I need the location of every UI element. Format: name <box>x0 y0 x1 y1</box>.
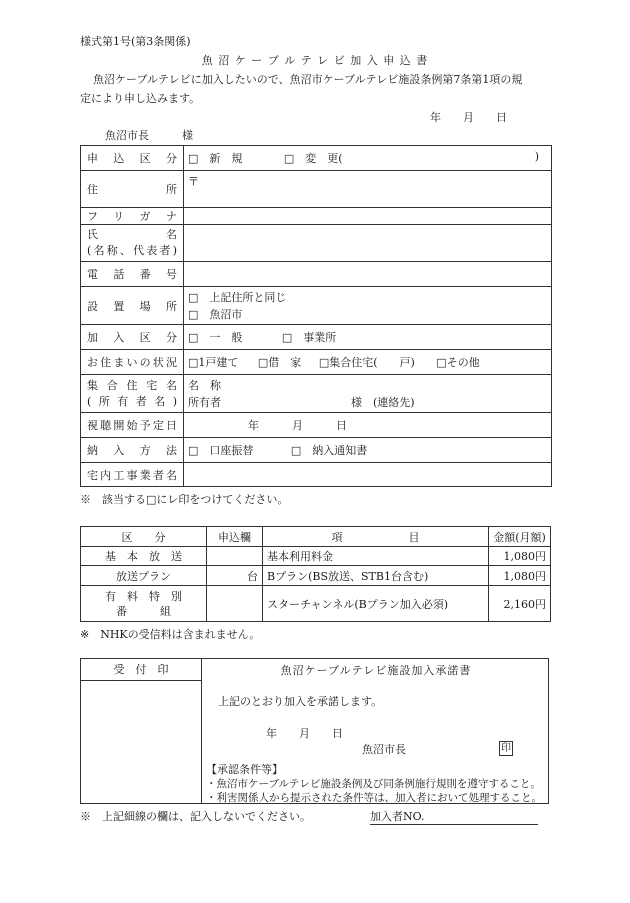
label-subscription-type: 加入区分 <box>81 325 184 350</box>
approval-date: 年 月 日 <box>266 727 343 740</box>
row-contractor <box>81 463 552 487</box>
contractor-field[interactable] <box>184 463 552 487</box>
change-close-paren: ) <box>534 150 539 163</box>
apartment-name-label: 名 称 <box>188 378 221 392</box>
label-address: 住所 <box>81 171 184 208</box>
label-payment: 納入方法 <box>81 438 184 463</box>
start-date-field[interactable]: 年 月 日 <box>184 413 552 438</box>
row-housing <box>81 350 552 375</box>
label-apartment-line1: 集合住宅名 <box>87 378 177 392</box>
label-name <box>81 225 184 262</box>
label-name-line1: 氏 名 <box>87 228 177 241</box>
fee-apply-cell[interactable]: 台 <box>207 566 263 586</box>
receipt-stamp-area <box>81 659 202 803</box>
form-title: 魚 沼 ケ ー ブ ル テ レ ビ 加 入 申 込 書 <box>201 54 429 67</box>
approval-mayor: 魚沼市長 <box>362 743 406 756</box>
fee-row <box>81 547 551 566</box>
row-name <box>81 225 552 262</box>
furigana-field[interactable] <box>184 208 552 225</box>
address-field[interactable] <box>184 171 552 208</box>
label-name-line2: (名称、代表者) <box>87 244 177 257</box>
header-category: 区 分 <box>81 527 207 547</box>
fee-row <box>81 566 551 586</box>
conditions-title: 【承認条件等】 <box>206 763 283 776</box>
fees-table <box>80 526 551 622</box>
header-item: 項 目 <box>263 527 489 547</box>
row-start-date <box>81 413 552 438</box>
fee-row <box>81 586 551 622</box>
row-install-place <box>81 287 552 325</box>
option-general[interactable]: □ 一 般 <box>188 331 243 344</box>
date-line: 年 月 日 <box>430 111 507 124</box>
option-detached[interactable]: □1戸建て <box>188 356 239 369</box>
label-contractor: 宅内工事業者名 <box>81 463 184 487</box>
fee-category <box>81 586 207 622</box>
fee-category-line2: 番 組 <box>116 604 171 618</box>
header-apply: 申込欄 <box>207 527 263 547</box>
approval-title: 魚沼ケーブルテレビ施設加入承諾書 <box>280 664 472 677</box>
row-furigana <box>81 208 552 225</box>
option-bank-transfer[interactable]: □ 口座振替 <box>188 444 254 457</box>
seal-mark: 印 <box>501 743 511 754</box>
fee-category: 基 本 放 送 <box>81 547 207 566</box>
postal-mark: 〒 <box>188 175 199 188</box>
fee-category: 放送プラン <box>81 566 207 586</box>
member-number-label: 加入者NO. <box>370 810 425 823</box>
owner-sama-contact: 様 (連絡先) <box>351 395 415 409</box>
application-table <box>80 145 552 487</box>
fee-apply-cell[interactable] <box>207 547 263 566</box>
approval-text: 上記のとおり加入を承諾します。 <box>218 695 383 708</box>
phone-field[interactable] <box>184 262 552 287</box>
install-place-field <box>184 287 552 325</box>
label-apartment <box>81 375 184 413</box>
option-rented[interactable]: □借 家 <box>257 356 302 369</box>
label-install-place: 設置場所 <box>81 287 184 325</box>
fee-apply-cell[interactable] <box>207 586 263 622</box>
row-phone <box>81 262 552 287</box>
subscription-type-field <box>184 325 552 350</box>
row-subscription-type <box>81 325 552 350</box>
note-nhk: ※ NHKの受信料は含まれません。 <box>80 628 261 641</box>
row-apartment <box>81 375 552 413</box>
option-other[interactable]: □その他 <box>436 356 480 369</box>
option-invoice[interactable]: □ 納入通知書 <box>290 444 368 457</box>
housing-field <box>184 350 552 375</box>
row-address <box>81 171 552 208</box>
fee-category-line1: 有 料 特 別 <box>105 589 182 603</box>
condition-2: ・利害関係人から提示された条件等は、加入者において処理すること。 <box>206 792 542 804</box>
fee-amount: 1,080円 <box>489 547 551 566</box>
payment-field <box>184 438 552 463</box>
form-number: 様式第1号(第3条関係) <box>80 35 191 48</box>
label-apartment-line2: (所有者名) <box>87 394 177 408</box>
fee-amount: 2,160円 <box>489 586 551 622</box>
intro-line-2: 定により申し込みます。 <box>80 92 201 105</box>
addressee: 魚沼市長 様 <box>105 129 193 142</box>
note-checkmark: ※ 該当する□にレ印をつけてください。 <box>80 493 289 506</box>
apartment-field[interactable] <box>184 375 552 413</box>
label-phone: 電話番号 <box>81 262 184 287</box>
member-number-field[interactable] <box>370 808 538 825</box>
row-application-type <box>81 146 552 171</box>
name-field[interactable] <box>184 225 552 262</box>
receipt-stamp-label: 受 付 印 <box>81 659 201 681</box>
header-amount: 金額(月額) <box>489 527 551 547</box>
label-start-date: 視聴開始予定日 <box>81 413 184 438</box>
option-change[interactable]: □ 変 更( <box>283 152 343 165</box>
intro-line-1: 魚沼ケーブルテレビに加入したいので、魚沼市ケーブルテレビ施設条例第7条第1項の規 <box>93 73 523 86</box>
application-type-field[interactable] <box>184 146 552 171</box>
fee-item: Bプラン(BS放送、STB1台含む) <box>263 566 489 586</box>
label-furigana: フリガナ <box>81 208 184 225</box>
option-apartment[interactable]: □集合住宅( 戸) <box>318 356 415 369</box>
note-do-not-fill: ※ 上記細線の欄は、記入しないでください。 <box>80 810 311 823</box>
fee-item: スターチャンネル(Bプラン加入必須) <box>263 586 489 622</box>
label-application-type: 申込区分 <box>81 146 184 171</box>
option-business[interactable]: □ 事業所 <box>281 331 337 344</box>
owner-label: 所有者 <box>188 395 221 409</box>
fees-header-row <box>81 527 551 547</box>
approval-box <box>80 658 549 804</box>
label-housing: お住まいの状況 <box>81 350 184 375</box>
option-uonuma-city[interactable]: □ 魚沼市 <box>188 307 243 321</box>
option-new[interactable]: □ 新 規 <box>188 152 243 165</box>
condition-1: ・魚沼市ケーブルテレビ施設条例及び同条例施行規則を遵守すること。 <box>206 778 541 790</box>
option-same-address[interactable]: □ 上記住所と同じ <box>188 290 287 304</box>
row-payment <box>81 438 552 463</box>
fee-amount: 1,080円 <box>489 566 551 586</box>
fee-item: 基本利用料金 <box>263 547 489 566</box>
